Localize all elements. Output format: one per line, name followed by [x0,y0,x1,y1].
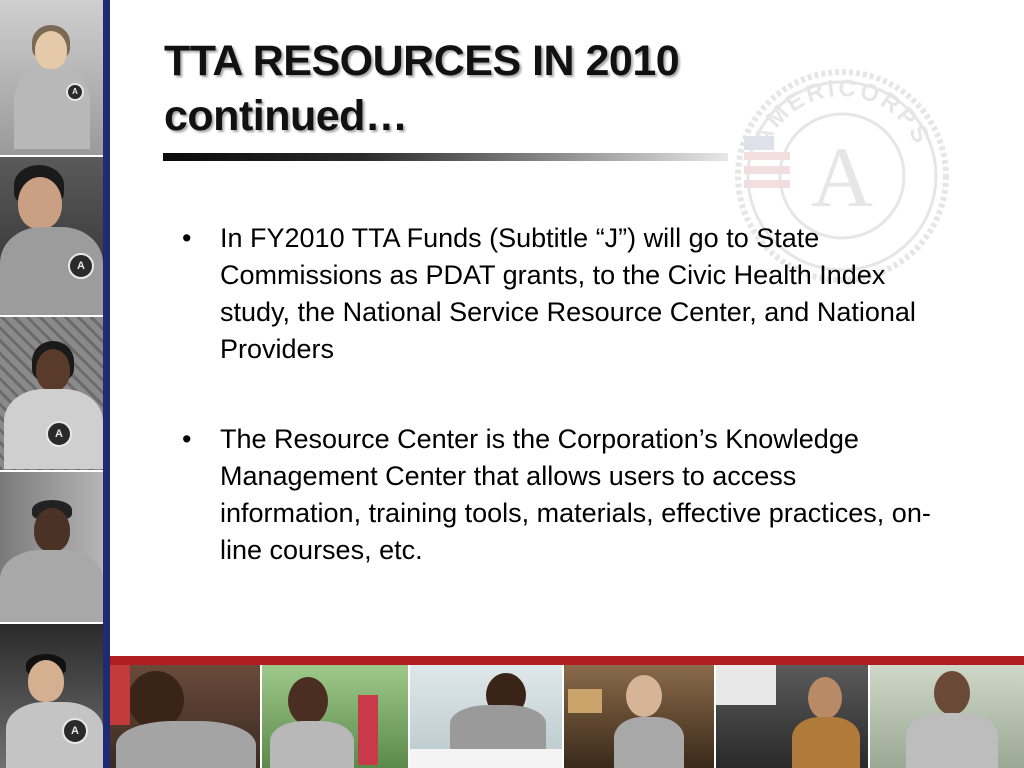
americorps-badge-icon: A [62,718,88,744]
member-photo [262,665,410,768]
left-accent-bar [103,0,110,768]
bullet-text: The Resource Center is the Corporation’s Knowledge Management Center that allows users to access information, training tools, materials, effective practices, on-line courses, etc. [220,424,931,565]
americorps-badge-icon: A [68,253,94,279]
title-line-2: continued… [164,92,408,140]
member-photo [870,665,1024,768]
slide-title [164,34,804,144]
member-photo [0,472,103,624]
left-photo-strip [0,0,103,768]
bullet-text: In FY2010 TTA Funds (Subtitle “J”) will go to State Commissions as PDAT grants, to the Civic Health Index study, the National Service Resource Center, and National Providers [220,223,916,364]
member-photo [0,0,103,157]
bullet-item [182,421,942,569]
seal-letter: A [810,129,874,225]
member-photo [0,157,103,317]
title-underline [163,153,728,161]
member-photo [0,624,103,768]
seal-text: AMERICORPS [748,74,936,151]
bullet-marker: • [182,424,192,454]
americorps-badge-icon: A [46,421,72,447]
americorps-badge-icon: A [66,83,84,101]
member-photo [110,665,262,768]
bottom-photo-strip [110,665,1024,768]
member-photo [410,665,564,768]
member-photo [0,317,103,472]
bullet-marker: • [182,223,192,253]
member-photo [564,665,716,768]
title-line-1: TTA RESOURCES IN 2010 [164,37,680,85]
member-photo [716,665,870,768]
bullet-list [182,220,942,622]
bullet-item [182,220,942,368]
bottom-accent-bar [110,656,1024,665]
